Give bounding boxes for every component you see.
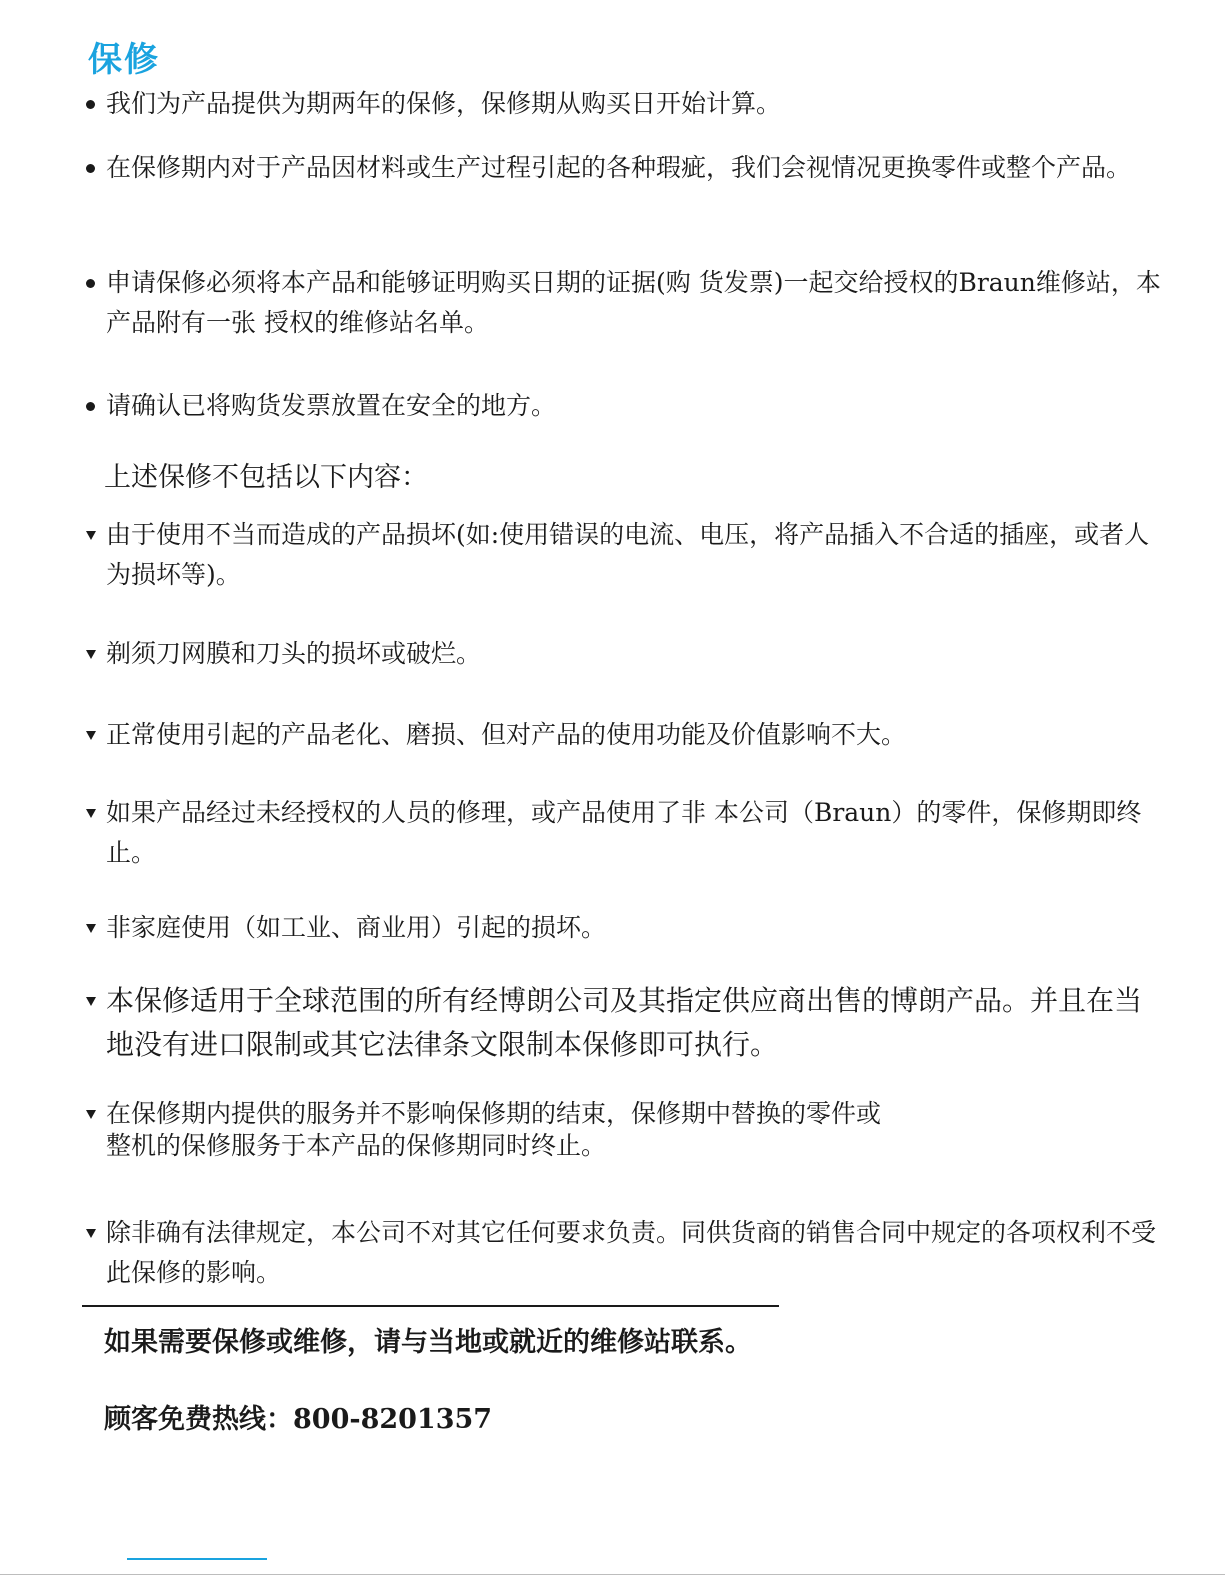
exclusion-item-2 <box>86 634 1166 674</box>
triangle-bullet-icon <box>86 1213 106 1253</box>
warranty-item-4 <box>86 386 1166 426</box>
warranty-item-text: 申请保修必须将本产品和能够证明购买日期的证据(购 货发票)一起交给授权的Braun维修站，本产品附有一张 授权的维修站名单。 <box>106 268 1161 337</box>
dot-bullet-icon <box>86 263 106 303</box>
warranty-item-3 <box>86 263 1166 343</box>
exclusion-item-text: 本保修适用于全球范围的所有经博朗公司及其指定供应商出售的博朗产品。并且在当地没有进口限制或其它法律条文限制本保修即可执行。 <box>106 984 1143 1061</box>
triangle-bullet-icon <box>86 1098 106 1130</box>
exclusions-heading: 上述保修不包括以下内容： <box>104 462 428 493</box>
warranty-item-text: 我们为产品提供为期两年的保修，保修期从购买日开始计算。 <box>106 89 782 118</box>
exclusion-item-7 <box>86 1098 1166 1162</box>
exclusion-item-6 <box>86 979 1166 1067</box>
exclusion-item-8 <box>86 1213 1166 1293</box>
footer-rule <box>0 1574 1225 1575</box>
dot-bullet-icon <box>86 84 106 124</box>
dot-bullet-icon <box>86 148 106 188</box>
exclusion-item-text: 如果产品经过未经授权的人员的修理，或产品使用了非 本公司（Braun）的零件，保修期即终止。 <box>106 798 1142 867</box>
section-divider <box>82 1305 779 1307</box>
exclusion-item-text-line2: 整机的保修服务于本产品的保修期同时终止。 <box>106 1131 607 1160</box>
warranty-item-1 <box>86 84 1166 124</box>
exclusion-item-4 <box>86 793 1166 873</box>
exclusion-item-text: 剃须刀网膜和刀头的损坏或破烂。 <box>106 639 482 668</box>
triangle-bullet-icon <box>86 908 106 948</box>
page-title: 保修 <box>88 40 160 80</box>
exclusion-item-1 <box>86 515 1166 595</box>
exclusion-item-text: 非家庭使用（如工业、商业用）引起的损坏。 <box>106 913 607 942</box>
warranty-item-text: 在保修期内对于产品因材料或生产过程引起的各种瑕疵，我们会视情况更换零件或整个产品。 <box>106 153 1132 182</box>
footer-accent-line <box>127 1558 267 1560</box>
warranty-item-text: 请确认已将购货发票放置在安全的地方。 <box>106 391 557 420</box>
triangle-bullet-icon <box>86 979 106 1023</box>
exclusion-item-text: 除非确有法律规定，本公司不对其它任何要求负责。同供货商的销售合同中规定的各项权利不受此保修的影响。 <box>106 1218 1157 1287</box>
exclusion-item-text-line1: 在保修期内提供的服务并不影响保修期的结束，保修期中替换的零件或 <box>106 1099 882 1128</box>
exclusion-item-text: 正常使用引起的产品老化、磨损、但对产品的使用功能及价值影响不大。 <box>106 720 907 749</box>
exclusion-item-3 <box>86 715 1166 755</box>
exclusion-item-text: 由于使用不当而造成的产品损坏(如:使用错误的电流、电压，将产品插入不合适的插座，或者人为损坏等)。 <box>106 520 1150 589</box>
hotline-number: 顾客免费热线：800-8201357 <box>104 1404 493 1435</box>
warranty-item-2 <box>86 148 1166 188</box>
dot-bullet-icon <box>86 386 106 426</box>
triangle-bullet-icon <box>86 793 106 833</box>
triangle-bullet-icon <box>86 715 106 755</box>
triangle-bullet-icon <box>86 634 106 674</box>
service-contact-note: 如果需要保修或维修，请与当地或就近的维修站联系。 <box>104 1327 752 1358</box>
triangle-bullet-icon <box>86 515 106 555</box>
exclusion-item-5 <box>86 908 1166 948</box>
